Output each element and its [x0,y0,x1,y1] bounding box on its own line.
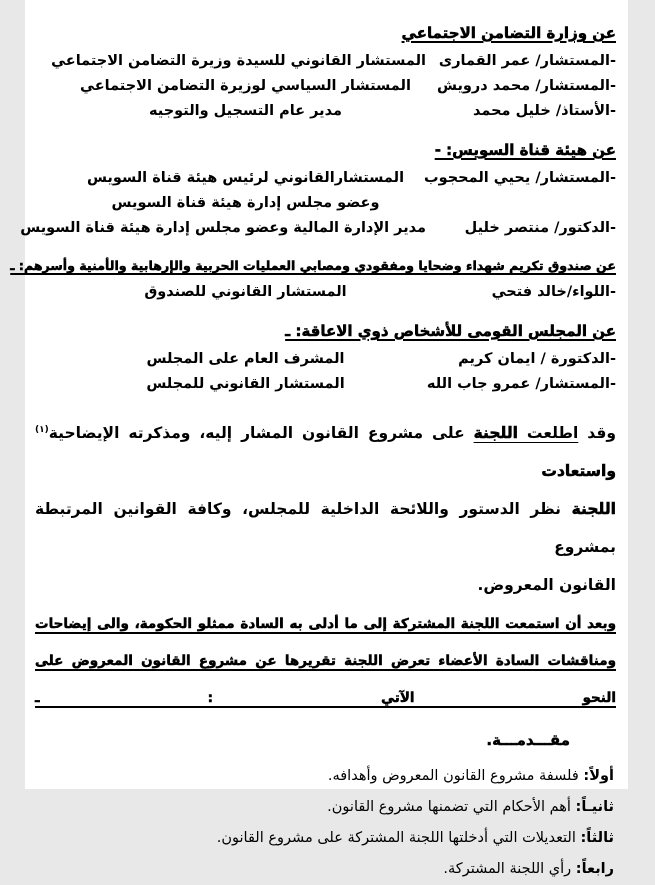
member-role: المستشار القانوني للسيدة وزيرة التضامن الاجتماعي [52,53,427,69]
member-name: -المستشار/ محمد درويش [437,78,617,94]
list-item-fourth: رابعاً: رأي اللجنة المشتركة. [444,861,615,877]
introduction-heading: مقـــدمـــة. [487,731,571,749]
member-row [36,49,617,74]
list-item-third: ثالثاً: التعديلات التي أدخلتها اللجنة المشتركة على مشروع القانون. [217,830,615,846]
section-social-solidarity [36,24,617,124]
paragraph-line: وبعد أن استمعت اللجنة المشتركة إلى ما أدلى به السادة ممثلو الحكومة، والى إيضاحات [36,616,617,632]
paragraph-line: وقد اطلعت اللجنة على مشروع القانون المشار إليه، ومذكرته الإيضاحية$^{(١)}$ واستعادت [36,424,617,480]
section-heading: عن المجلس القومى للأشخاص ذوي الاعاقة: ـ [286,322,617,340]
paragraph-line: ومناقشات السادة الأعضاء تعرض اللجنة تقريرها عن مشروع القانون المعروض على النحو الآتي : ـ [36,653,617,706]
section-disabilities-council [36,322,617,397]
member-row [36,166,617,216]
member-row [36,74,617,99]
member-name: -المستشار/ يحيي المحجوب [425,170,617,186]
member-name: -الدكتور/ منتصر خليل [465,220,617,236]
member-role: مدير عام التسجيل والتوجيه [150,103,343,119]
member-role: مدير الإدارة المالية وعضو مجلس إدارة هيئة قناة السويس [21,220,427,236]
member-row [36,280,617,305]
member-row [36,99,617,124]
section-heading: عن وزارة التضامن الاجتماعي [402,24,617,42]
footnote-marker: (١) [36,424,50,435]
paragraph-line: القانون المعروض. [478,576,617,594]
member-role: المستشار السياسي لوزيرة التضامن الاجتماعي [81,78,412,94]
paragraph-committee-report [36,606,617,717]
member-row [36,372,617,397]
member-role: المستشارالقانوني لرئيس هيئة قناة السويس وعضو مجلس إدارة هيئة قناة السويس [87,170,406,211]
paragraph-line: اللجنة نظر الدستور واللائحة الداخلية للمجلس، وكافة القوانين المرتبطة بمشروع [36,500,617,556]
list-item-second: ثانيـاً: أهم الأحكام التي تضمنها مشروع القانون. [328,799,615,815]
member-role: المستشار القانوني للمجلس [147,376,346,392]
member-name: -المستشار/ عمر القمارى [439,53,617,69]
member-row [21,216,617,241]
member-name: -اللواء/خالد فتحي [492,284,617,300]
list-item-first: أولاً: فلسفة مشروع القانون المعروض وأهدافه. [328,768,615,784]
section-heading: عن صندوق تكريم شهداء وضحايا ومفقودي ومصابي العمليات الحربية والإرهابية والأمنية وأسرهم: ـ [11,258,617,273]
member-role: المستشار القانوني للصندوق [145,284,348,300]
member-name: -المستشار/ عمرو جاب الله [427,376,617,392]
member-name: -الدكتورة / ايمان كريم [459,351,617,367]
paragraph-committee-review [36,414,617,604]
section-suez-canal [21,141,617,241]
member-role: المشرف العام على المجلس [147,351,346,367]
report-outline-list [36,761,615,885]
member-name: -الأستاذ/ خليل محمد [474,103,617,119]
section-martyrs-fund [11,258,617,305]
document-page [11,0,629,877]
member-row [36,347,617,372]
section-heading: عن هيئة قناة السويس: - [435,141,617,159]
